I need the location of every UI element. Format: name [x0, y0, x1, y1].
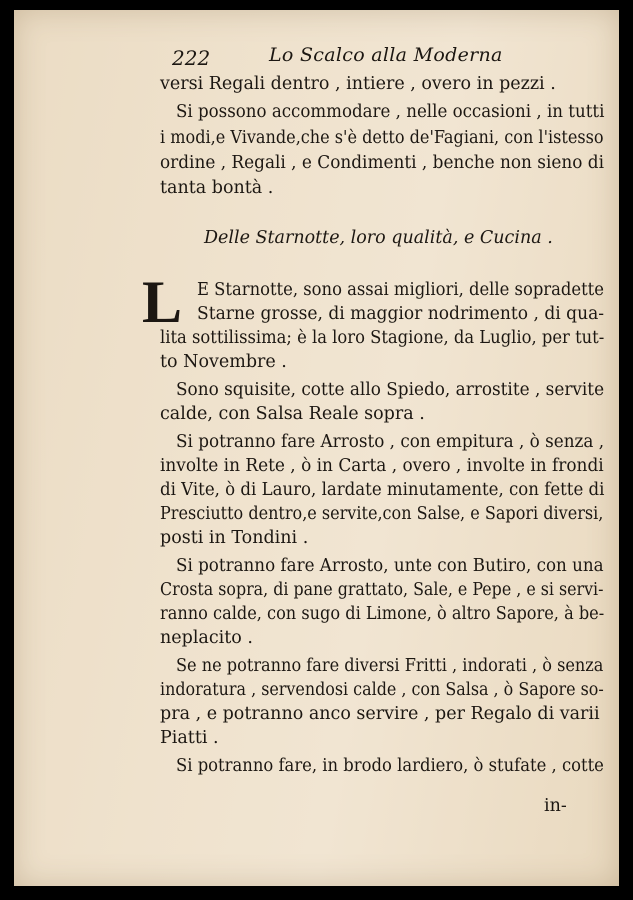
section-heading: Delle Starnotte, loro qualità, e Cucina .	[204, 228, 553, 248]
text-line: tanta bontà .	[160, 178, 274, 198]
text-line: Piatti .	[160, 728, 219, 748]
text-line: E Starnotte, sono assai migliori, delle sopradette	[197, 280, 604, 300]
text-line: ranno calde, con sugo di Limone, ò altro Sapore, à be-	[160, 604, 605, 624]
text-line: ordine , Regali , e Condimenti , benche non sieno di	[160, 153, 604, 173]
text-line: Si potranno fare, in brodo lardiero, ò stufate , cotte	[176, 756, 604, 776]
text-line: calde, con Salsa Reale sopra .	[160, 404, 425, 424]
page-number: 222	[172, 46, 211, 70]
text-line: lita sottilissima; è la loro Stagione, da Luglio, per tut-	[160, 328, 605, 348]
text-line: Si potranno fare Arrosto, unte con Butiro, con una	[176, 556, 604, 576]
text-line: Si possono accommodare , nelle occasioni , in tutti	[176, 102, 605, 122]
book-page	[14, 10, 619, 886]
text-line: Crosta sopra, di pane grattato, Sale, e Pepe , e si servi-	[160, 580, 604, 600]
text-line: Se ne potranno fare diversi Fritti , indorati , ò senza	[176, 656, 604, 676]
text-line: Starne grosse, di maggior nodrimento , di qua-	[197, 304, 605, 324]
page-border	[8, 8, 625, 892]
text-line: to Novembre .	[160, 352, 287, 372]
text-line: involte in Rete , ò in Carta , overo , involte in frondi	[160, 456, 604, 476]
text-line: pra , e potranno anco servire , per Regalo di varii	[160, 704, 600, 724]
drop-cap: L	[142, 269, 183, 335]
text-line: di Vite, ò di Lauro, lardate minutamente, con fette di	[160, 480, 605, 500]
text-line: posti in Tondini .	[160, 528, 309, 548]
text-line: Presciutto dentro,e servite,con Salse, e Sapori diversi,	[160, 504, 604, 524]
text-line: i modi,e Vivande,che s'è detto de'Fagiani, con l'istesso	[160, 128, 604, 148]
text-line: indoratura , servendosi calde , con Salsa , ò Sapore so-	[160, 680, 604, 700]
running-title: Lo Scalco alla Moderna	[269, 44, 503, 66]
text-line: neplacito .	[160, 628, 253, 648]
text-line: Sono squisite, cotte allo Spiedo, arrostite , servite	[176, 380, 605, 400]
text-line: versi Regali dentro , intiere , overo in pezzi .	[160, 74, 556, 94]
text-line: Si potranno fare Arrosto , con empitura , ò senza ,	[176, 432, 605, 452]
catchword: in-	[544, 796, 567, 816]
